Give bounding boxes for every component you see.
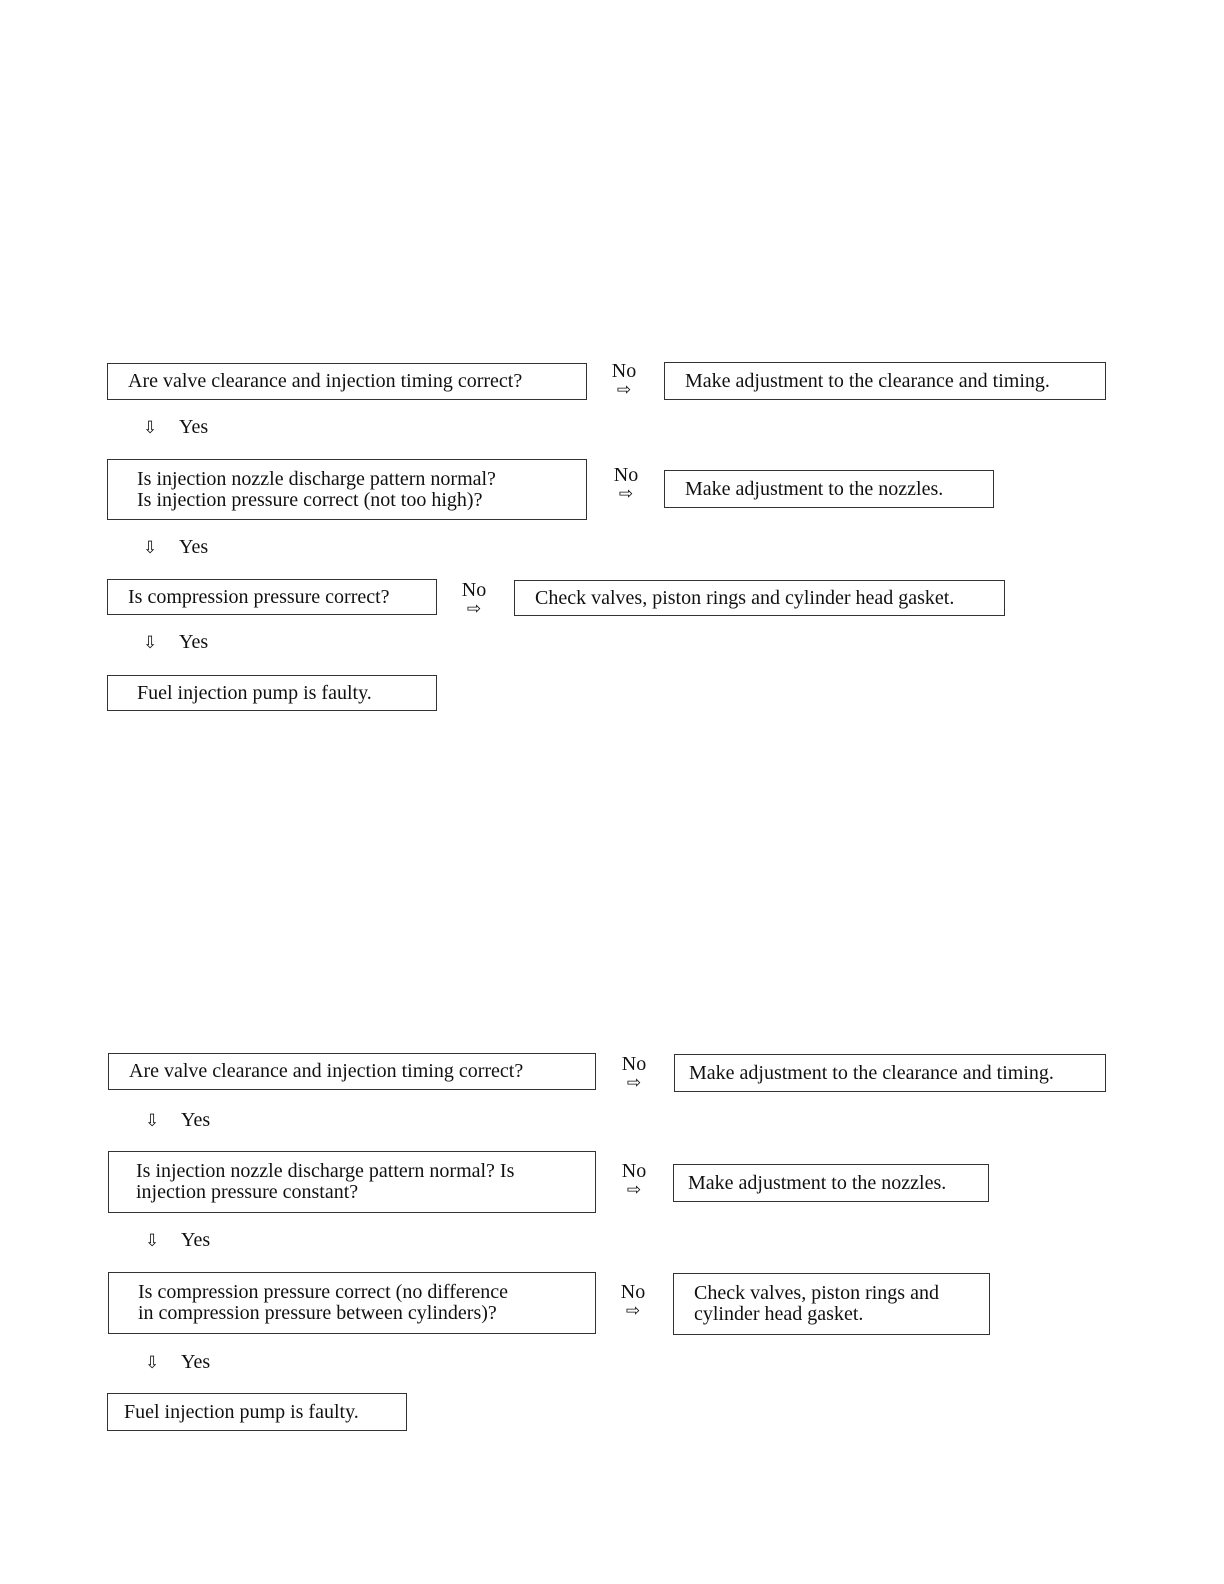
yes-label: Yes [181, 1229, 211, 1251]
question-box-valve-timing [108, 1053, 596, 1090]
question-box-nozzle-pressure [107, 459, 587, 520]
action-line: cylinder head gasket. [694, 1303, 864, 1325]
down-arrow-icon: ⇩ [143, 633, 158, 653]
down-arrow-icon: ⇩ [145, 1111, 160, 1131]
down-arrow-icon: ⇩ [143, 418, 158, 438]
no-label: No [461, 579, 487, 601]
right-arrow-icon: ⇨ [466, 599, 482, 619]
no-branch [454, 581, 494, 618]
right-arrow-icon: ⇨ [626, 1180, 642, 1200]
yes-branch [145, 1350, 210, 1375]
question-box-compression [108, 1272, 596, 1334]
right-arrow-icon: ⇨ [616, 380, 632, 400]
question-box-compression [107, 579, 437, 615]
conclusion-text: Fuel injection pump is faulty. [137, 681, 372, 704]
question-box-valve-timing [107, 363, 587, 400]
question-line: Is compression pressure correct (no difference [138, 1281, 509, 1303]
question-line: Is compression pressure correct? [128, 585, 390, 608]
yes-label: Yes [179, 416, 209, 438]
action-line: Check valves, piston rings and cylinder head gasket. [535, 586, 955, 609]
yes-branch [145, 1228, 210, 1253]
no-label: No [613, 464, 639, 486]
action-line: Make adjustment to the nozzles. [688, 1171, 947, 1194]
no-label: No [621, 1160, 647, 1182]
question-line: Is injection nozzle discharge pattern normal? [137, 467, 496, 490]
yes-branch [143, 630, 208, 655]
right-arrow-icon: ⇨ [625, 1301, 641, 1321]
question-line: Is injection nozzle discharge pattern normal? Is [136, 1160, 515, 1182]
action-box-check-valves [673, 1273, 990, 1335]
question-line: injection pressure constant? [136, 1181, 359, 1203]
down-arrow-icon: ⇩ [145, 1231, 160, 1251]
yes-label: Yes [179, 631, 209, 653]
action-box-adjust-nozzles [673, 1164, 989, 1202]
action-box-adjust-clearance-timing [674, 1054, 1106, 1092]
question-line: Are valve clearance and injection timing correct? [129, 1060, 524, 1082]
action-line: Make adjustment to the nozzles. [685, 477, 944, 500]
right-arrow-icon: ⇨ [618, 484, 634, 504]
no-branch [614, 1055, 654, 1092]
down-arrow-icon: ⇩ [143, 538, 158, 558]
action-box-adjust-clearance-timing [664, 362, 1106, 400]
down-arrow-icon: ⇩ [145, 1353, 160, 1373]
yes-branch [143, 535, 208, 560]
action-box-adjust-nozzles [664, 470, 994, 508]
question-line: in compression pressure between cylinders)? [138, 1302, 497, 1324]
yes-branch [143, 415, 208, 440]
yes-label: Yes [181, 1351, 211, 1373]
no-branch [604, 362, 644, 399]
no-label: No [620, 1281, 646, 1303]
yes-branch [145, 1108, 210, 1133]
no-label: No [611, 360, 637, 382]
question-line: Is injection pressure correct (not too high)? [137, 488, 483, 511]
no-branch [606, 466, 646, 503]
no-label: No [621, 1053, 647, 1075]
action-line: Make adjustment to the clearance and timing. [689, 1061, 1054, 1084]
action-line: Check valves, piston rings and [694, 1282, 939, 1304]
no-branch [614, 1162, 654, 1199]
conclusion-box [107, 1393, 407, 1431]
question-line: Are valve clearance and injection timing correct? [128, 370, 523, 392]
action-box-check-valves [514, 580, 1005, 616]
question-box-nozzle-pressure [108, 1151, 596, 1213]
yes-label: Yes [179, 536, 209, 558]
conclusion-box [107, 675, 437, 711]
action-line: Make adjustment to the clearance and timing. [685, 369, 1050, 392]
right-arrow-icon: ⇨ [626, 1073, 642, 1093]
no-branch [613, 1283, 653, 1320]
yes-label: Yes [181, 1109, 211, 1131]
conclusion-text: Fuel injection pump is faulty. [124, 1400, 359, 1423]
